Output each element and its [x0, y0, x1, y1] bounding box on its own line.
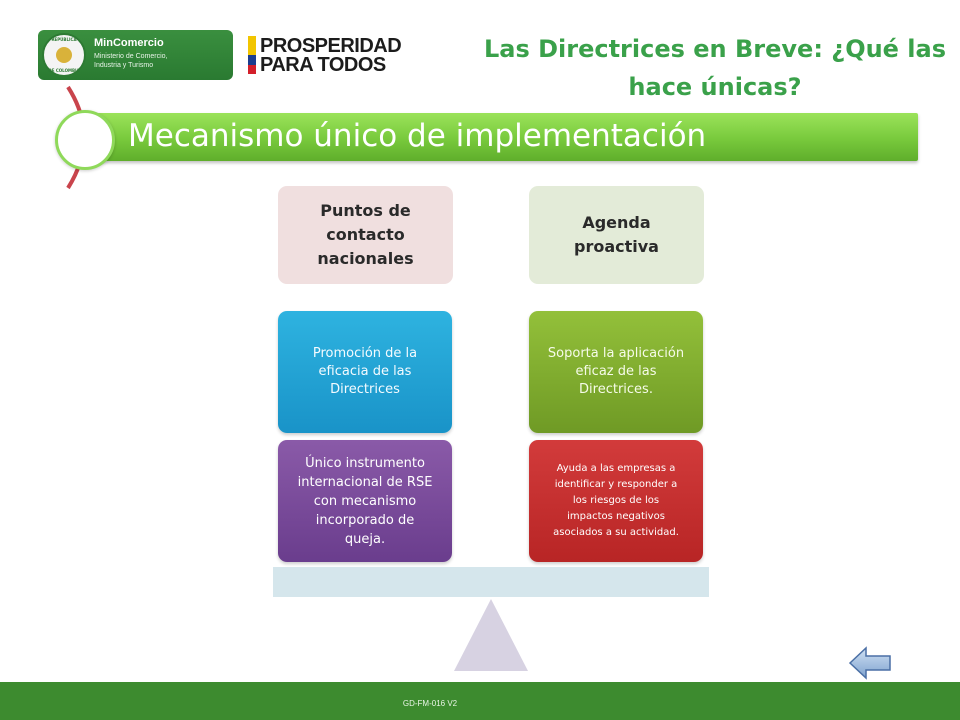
- page-title-line: Las Directrices en Breve: ¿Qué las: [483, 35, 947, 63]
- balance-beam: [273, 567, 709, 597]
- mincomercio-logo: [38, 30, 233, 80]
- box-line: queja.: [344, 531, 386, 547]
- box-line: asociados a su actividad.: [553, 527, 679, 538]
- box-line: impactos negativos: [567, 511, 665, 522]
- colombia-flag-bar-icon: [248, 36, 256, 74]
- heading-puntos-de-contacto: [278, 186, 453, 284]
- box-line: incorporado de: [315, 512, 415, 528]
- page-title: [480, 30, 950, 106]
- banner-circle-icon: [55, 110, 115, 170]
- box-line: Directrices: [330, 382, 400, 397]
- heading-line: contacto: [326, 225, 405, 244]
- box-ayuda: [529, 440, 703, 562]
- heading-line: Agenda: [582, 213, 651, 232]
- mincomercio-name: MinComercio: [94, 37, 164, 49]
- back-arrow-icon[interactable]: [848, 645, 892, 681]
- box-line: con mecanismo: [313, 493, 417, 509]
- footer-document-code: GD-FM-016 V2: [402, 699, 458, 708]
- box-line: Promoción de la: [312, 346, 418, 361]
- prosperidad-line2: PARA TODOS: [260, 54, 386, 76]
- heading-line: proactiva: [574, 237, 659, 256]
- mincomercio-subtitle-line: Ministerio de Comercio,: [94, 53, 168, 60]
- box-line: identificar y responder a: [554, 479, 678, 490]
- box-promocion: [278, 311, 452, 433]
- heading-line: Puntos de: [320, 201, 411, 220]
- heading-line: nacionales: [317, 249, 414, 268]
- colombia-seal-icon: [42, 33, 86, 77]
- box-unico-instrumento: [278, 440, 452, 562]
- seal-top-text: REPÚBLICA: [51, 37, 77, 42]
- footer-bar: [0, 682, 960, 720]
- box-line: Único instrumento: [305, 455, 425, 471]
- box-line: eficacia de las: [318, 364, 412, 379]
- box-line: Soporta la aplicación: [547, 346, 685, 361]
- prosperidad-logo: [238, 30, 413, 80]
- section-banner: [80, 113, 918, 161]
- prosperidad-line1: PROSPERIDAD: [260, 35, 402, 57]
- box-line: Ayuda a las empresas a: [556, 463, 676, 474]
- box-line: eficaz de las: [575, 364, 657, 379]
- mincomercio-subtitle-line: Industria y Turismo: [94, 62, 154, 69]
- box-soporta: [529, 311, 703, 433]
- mincomercio-subtitle: [94, 52, 190, 70]
- banner-text: Mecanismo único de implementación: [128, 118, 707, 154]
- box-line: los riesgos de los: [572, 495, 660, 506]
- seal-bottom-text: DE COLOMBIA: [48, 68, 80, 73]
- box-line: Directrices.: [579, 382, 653, 397]
- heading-agenda-proactiva: [529, 186, 704, 284]
- box-line: internacional de RSE: [297, 474, 433, 490]
- page-title-line: hace únicas?: [628, 73, 802, 101]
- balance-fulcrum-icon: [454, 599, 528, 671]
